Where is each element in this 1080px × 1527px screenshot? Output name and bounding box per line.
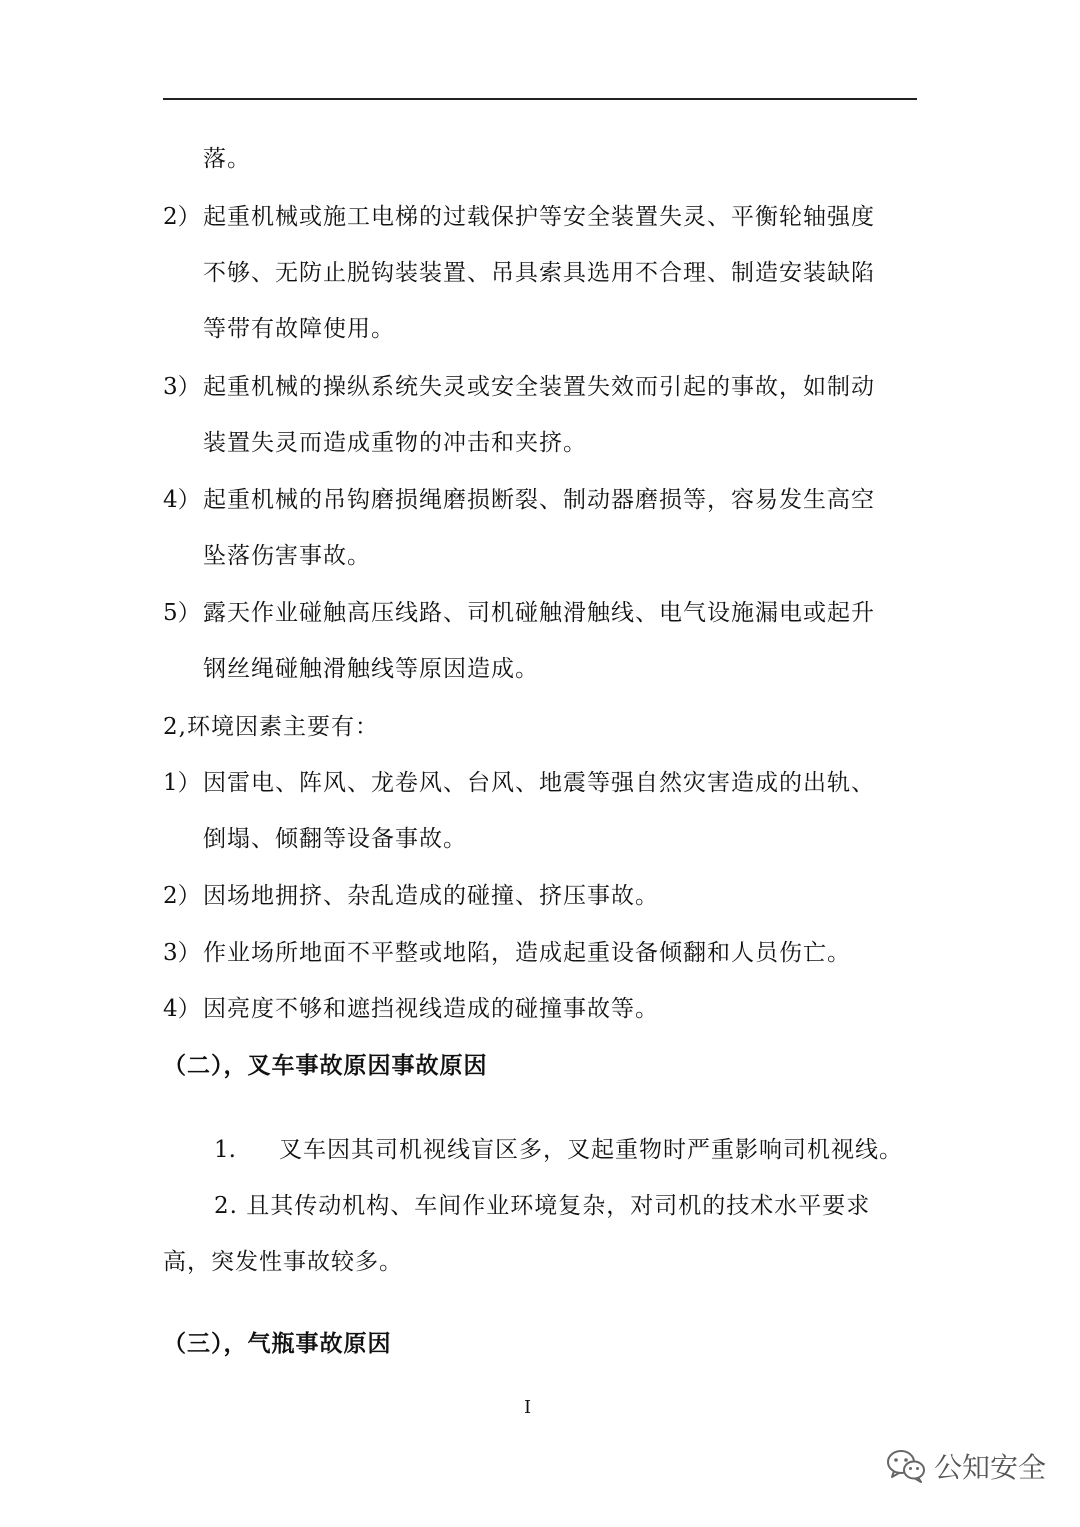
wechat-icon — [886, 1449, 926, 1483]
list-a-number: 2） — [163, 204, 201, 230]
list-a-line: 露天作业碰触高压线路、司机碰触滑触线、电气设施漏电或起升 — [203, 600, 875, 626]
list-b-line: 因亮度不够和遮挡视线造成的碰撞事故等。 — [203, 996, 659, 1022]
section-2-paragraph: 叉车因其司机视线盲区多，叉起重物时严重影响司机视线。 — [279, 1137, 903, 1163]
list-a-line: 起重机械的吊钩磨损绳磨损断裂、制动器磨损等，容易发生高空 — [203, 487, 875, 513]
environment-heading: 2,环境因素主要有： — [163, 714, 379, 740]
list-b-number: 4） — [163, 996, 201, 1022]
list-a-line: 坠落伤害事故。 — [203, 543, 371, 569]
section-2-paragraph: 2. 且其传动机构、车间作业环境复杂，对司机的技术水平要求 — [214, 1193, 871, 1219]
list-a-line: 起重机械或施工电梯的过载保护等安全装置失灵、平衡轮轴强度 — [203, 204, 875, 230]
list-b-line: 倒塌、倾翻等设备事故。 — [203, 826, 467, 852]
section-3-heading: （三），气瓶事故原因 — [163, 1330, 392, 1357]
page-number: I — [524, 1397, 532, 1418]
continuation-text: 落。 — [203, 146, 251, 172]
list-a-number: 3） — [163, 374, 201, 400]
list-a-line: 装置失灵而造成重物的冲击和夹挤。 — [203, 430, 587, 456]
list-b-line: 因场地拥挤、杂乱造成的碰撞、挤压事故。 — [203, 883, 659, 909]
watermark — [886, 1446, 1046, 1486]
list-a-number: 5） — [163, 600, 201, 626]
list-a-line: 钢丝绳碰触滑触线等原因造成。 — [203, 656, 539, 682]
list-b-number: 1） — [163, 770, 201, 796]
list-b-number: 3） — [163, 940, 201, 966]
header-rule — [163, 98, 917, 100]
list-b-number: 2） — [163, 883, 201, 909]
list-b-line: 因雷电、阵风、龙卷风、台风、地震等强自然灾害造成的出轨、 — [203, 770, 875, 796]
watermark-text: 公知安全 — [933, 1451, 1046, 1484]
section-2-heading: （二），叉车事故原因事故原因 — [163, 1052, 488, 1079]
section-2-paragraph: 高，突发性事故较多。 — [163, 1249, 403, 1275]
list-a-number: 4） — [163, 487, 201, 513]
list-a-line: 起重机械的操纵系统失灵或安全装置失效而引起的事故，如制动 — [203, 374, 875, 400]
list-b-line: 作业场所地面不平整或地陷，造成起重设备倾翻和人员伤亡。 — [203, 940, 851, 966]
list-a-line: 等带有故障使用。 — [203, 316, 395, 342]
section-2-paragraph-number: 1. — [214, 1137, 236, 1163]
list-a-line: 不够、无防止脱钩装装置、吊具索具选用不合理、制造安装缺陷 — [203, 260, 875, 286]
